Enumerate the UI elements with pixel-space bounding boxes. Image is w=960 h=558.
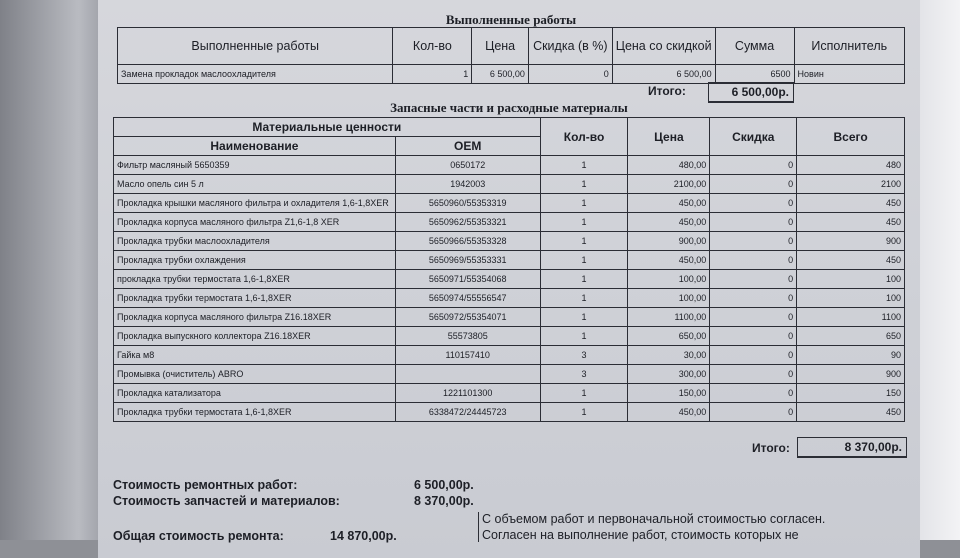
col-qty: Кол-во [540, 118, 628, 156]
parts-cell: 450,00 [628, 213, 710, 232]
parts-row [114, 270, 905, 289]
grand-label: Общая стоимость ремонта: [113, 529, 284, 543]
group-header: Материальные ценности [114, 118, 541, 137]
parts-cell: 0 [710, 251, 797, 270]
labor-label: Стоимость ремонтных работ: [113, 478, 298, 492]
parts-cell: 150,00 [628, 384, 710, 403]
col-name: Наименование [114, 137, 396, 156]
works-cell: 6 500,00 [472, 65, 529, 84]
parts-cell: Фильтр масляный 5650359 [114, 156, 396, 175]
parts-cell: 100,00 [628, 289, 710, 308]
parts-cell: 5650969/55353331 [395, 251, 540, 270]
parts-cell: Прокладка корпуса масляного фильтра Z16.18XER [114, 308, 396, 327]
parts-cell: 90 [797, 346, 905, 365]
works-col-6: Исполнитель [794, 28, 904, 65]
parts-title: Запасные части и расходные материалы [390, 100, 628, 115]
agreement-line-1: С объемом работ и первоначальной стоимостью согласен. [482, 512, 826, 526]
parts-cell: 450,00 [628, 194, 710, 213]
parts-cell: 55573805 [395, 327, 540, 346]
parts-cell: 0 [710, 327, 797, 346]
parts-cell: 450 [797, 251, 905, 270]
parts-cell: Прокладка трубки маслоохладителя [114, 232, 396, 251]
parts-cell: 1 [540, 384, 628, 403]
parts-cell: 1 [540, 403, 628, 422]
parts-cell: 3 [540, 346, 628, 365]
works-col-0: Выполненные работы [118, 28, 393, 65]
parts-cell: Масло опель син 5 л [114, 175, 396, 194]
parts-cell: 1221101300 [395, 384, 540, 403]
parts-cell: 450 [797, 194, 905, 213]
labor-value: 6 500,00р. [414, 478, 474, 492]
divider [478, 512, 479, 542]
parts-cell: Прокладка выпускного коллектора Z16.18XER [114, 327, 396, 346]
parts-cell: 1 [540, 251, 628, 270]
parts-cell: 1100 [797, 308, 905, 327]
works-cell: Замена прокладок маслоохладителя [118, 65, 393, 84]
parts-cost-value: 8 370,00р. [414, 494, 474, 508]
parts-row [114, 213, 905, 232]
col-discount: Скидка [710, 118, 797, 156]
parts-cell: 480,00 [628, 156, 710, 175]
works-col-3: Скидка (в %) [528, 28, 612, 65]
parts-row [114, 156, 905, 175]
parts-cell: 450,00 [628, 251, 710, 270]
works-cell: 0 [528, 65, 612, 84]
parts-cell: 0 [710, 232, 797, 251]
parts-cost-label: Стоимость запчастей и материалов: [113, 494, 340, 508]
parts-cell: 110157410 [395, 346, 540, 365]
parts-row [114, 251, 905, 270]
parts-cell: 5650960/55353319 [395, 194, 540, 213]
parts-cell: 100 [797, 270, 905, 289]
parts-cell: 1 [540, 270, 628, 289]
col-total: Всего [797, 118, 905, 156]
parts-cell: 1 [540, 289, 628, 308]
parts-cell: 900 [797, 365, 905, 384]
col-oem: OEM [395, 137, 540, 156]
parts-cell: 2100 [797, 175, 905, 194]
parts-cell: 0 [710, 384, 797, 403]
parts-cell: 1 [540, 232, 628, 251]
parts-cell: 6338472/24445723 [395, 403, 540, 422]
parts-cell: 0 [710, 308, 797, 327]
works-cell: 1 [393, 65, 472, 84]
parts-cell: 0 [710, 194, 797, 213]
parts-cell: 0 [710, 403, 797, 422]
works-total: 6 500,00р. [708, 82, 794, 103]
grand-value: 14 870,00р. [330, 529, 397, 543]
parts-total: 8 370,00р. [797, 437, 907, 458]
parts-row [114, 384, 905, 403]
parts-cell: 650,00 [628, 327, 710, 346]
parts-row [114, 403, 905, 422]
parts-cell: 5650966/55353328 [395, 232, 540, 251]
works-col-5: Сумма [715, 28, 794, 65]
parts-table [113, 117, 905, 422]
parts-row [114, 327, 905, 346]
parts-cell: Прокладка трубки термостата 1,6-1,8XER [114, 289, 396, 308]
parts-cell: Прокладка трубки охлаждения [114, 251, 396, 270]
parts-cell: 1 [540, 156, 628, 175]
parts-cell: 5650974/55556547 [395, 289, 540, 308]
parts-row [114, 175, 905, 194]
parts-cell: 3 [540, 365, 628, 384]
parts-cell: 5650962/55353321 [395, 213, 540, 232]
works-col-1: Кол-во [393, 28, 472, 65]
parts-cell: 450,00 [628, 403, 710, 422]
parts-cell: 0 [710, 175, 797, 194]
parts-cell: прокладка трубки термостата 1,6-1,8XER [114, 270, 396, 289]
parts-cell: 0 [710, 365, 797, 384]
parts-cell: 30,00 [628, 346, 710, 365]
parts-row [114, 365, 905, 384]
parts-cell: 1100,00 [628, 308, 710, 327]
parts-cell: 1 [540, 194, 628, 213]
parts-cell: 0 [710, 156, 797, 175]
parts-row [114, 232, 905, 251]
works-col-4: Цена со скидкой [612, 28, 715, 65]
parts-cell: Промывка (очиститель) ABRO [114, 365, 396, 384]
works-total-label: Итого: [648, 84, 686, 98]
parts-cell: Гайка м8 [114, 346, 396, 365]
works-table [117, 27, 905, 84]
works-row [118, 65, 905, 84]
parts-cell: 100,00 [628, 270, 710, 289]
parts-cell: Прокладка катализатора [114, 384, 396, 403]
works-cell: 6 500,00 [612, 65, 715, 84]
parts-cell: 1 [540, 308, 628, 327]
parts-cell: 5650971/55354068 [395, 270, 540, 289]
parts-cell: 5650972/55354071 [395, 308, 540, 327]
parts-cell: 900,00 [628, 232, 710, 251]
works-cell: Новин [794, 65, 904, 84]
parts-cell: 480 [797, 156, 905, 175]
parts-row [114, 289, 905, 308]
parts-cell: 100 [797, 289, 905, 308]
col-price: Цена [628, 118, 710, 156]
parts-cell: 1 [540, 327, 628, 346]
works-title: Выполненные работы [445, 12, 577, 27]
background-edge [0, 0, 98, 540]
parts-row [114, 308, 905, 327]
parts-cell: 2100,00 [628, 175, 710, 194]
works-cell: 6500 [715, 65, 794, 84]
parts-cell: 0 [710, 270, 797, 289]
parts-cell: 0 [710, 289, 797, 308]
parts-cell: 0650172 [395, 156, 540, 175]
parts-cell: 0 [710, 213, 797, 232]
parts-cell: 300,00 [628, 365, 710, 384]
parts-cell: 900 [797, 232, 905, 251]
parts-total-label: Итого: [752, 441, 790, 455]
parts-cell: Прокладка корпуса масляного фильтра Z1,6-1,8 XER [114, 213, 396, 232]
parts-cell: 0 [710, 346, 797, 365]
parts-cell: 450 [797, 403, 905, 422]
parts-cell: 1942003 [395, 175, 540, 194]
agreement-line-2: Согласен на выполнение работ, стоимость которых не [482, 528, 799, 542]
parts-cell: Прокладка трубки термостата 1,6-1,8XER [114, 403, 396, 422]
works-col-2: Цена [472, 28, 529, 65]
parts-cell: 1 [540, 175, 628, 194]
parts-cell: 450 [797, 213, 905, 232]
parts-row [114, 194, 905, 213]
parts-cell: 150 [797, 384, 905, 403]
parts-cell: 1 [540, 213, 628, 232]
parts-row [114, 346, 905, 365]
parts-cell: 650 [797, 327, 905, 346]
parts-cell [395, 365, 540, 384]
background-right [920, 0, 960, 540]
parts-cell: Прокладка крышки масляного фильтра и охладителя 1,6-1,8XER [114, 194, 396, 213]
